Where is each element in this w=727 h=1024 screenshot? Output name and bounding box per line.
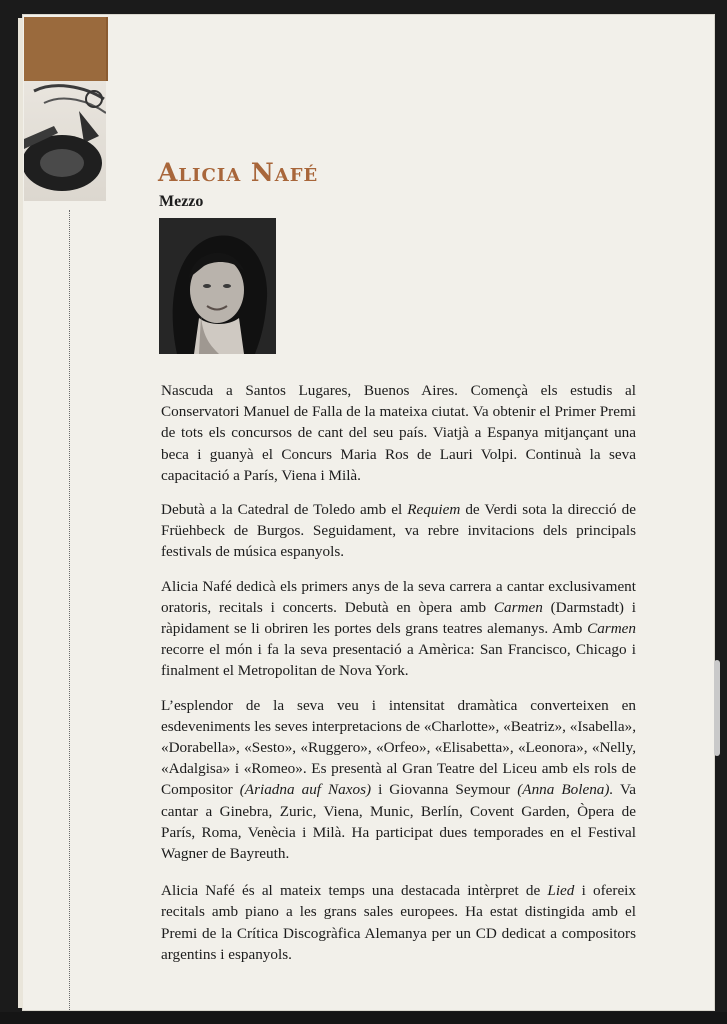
- bio-paragraph-4: L’esplendor de la seva veu i intensitat dramàtica converteixen en esdeveniments les seves interpretacions de «Charlotte», «Beatriz», «Isabella», «Dorabella», «Sesto», «Ruggero», «Orfeo», «Elisabetta», «Leonora», «Nelly, «Adalgisa» i «Romeo». Es presentà al Gran Teatre del Liceu amb els rols de Compositor (Ariadna auf Naxos) i Giovanna Seymour (Anna Bolena). Va cantar a Ginebra, Zuric, Viena, Munic, Berlín, Covent Garden, Òpera de París, Roma, Venècia i Milà. Ha participat dues temporades en el Festival Wagner de Bayreuth.: [161, 696, 637, 863]
- work-title: (Ariadna auf Naxos): [239, 781, 372, 799]
- work-title: Requiem: [407, 501, 461, 519]
- voice-type: Mezzo: [159, 193, 204, 210]
- biography: [161, 380, 636, 978]
- bio-paragraph-3: Alicia Nafé dedicà els primers anys de la seva carrera a cantar exclusivament oratoris, recitals i concerts. Debutà en òpera amb Carmen (Darmstadt) i ràpidament se li obriren les portes dels grans teatres alemanys. Amb Carmen recorre el món i fa la seva presentació a Amèrica: San Francisco, Chicago i finalment el Metropolitan de Nova York.: [161, 577, 636, 680]
- bio-paragraph-2: Debutà a la Catedral de Toledo amb el Requiem de Verdi sota la direcció de Früehbeck de Burgos. Seguidament, va rebre invitacions dels principals festivals de música espanyols.: [161, 501, 636, 561]
- work-title: Carmen: [587, 620, 636, 638]
- bio-paragraph-1: Nascuda a Santos Lugares, Buenos Aires. Començà els estudis al Conservatori Manuel de Falla de la mateixa ciutat. Va obtenir el Primer Premi de tots els concursos de cant del seu país. Viatjà a Espanya mitjançant una beca i guanyà el Concurs Maria Ros de Lauri Volpi. Continuà la seva capacitació a París, Viena i Milà.: [161, 382, 636, 484]
- margin-dotted-rule: [69, 210, 70, 1010]
- artist-name: Alicia Nafé: [158, 158, 319, 187]
- page-edge: [18, 18, 23, 1008]
- work-title: (Anna Bolena).: [517, 781, 614, 799]
- corner-decorative-image: [24, 81, 106, 201]
- scrollbar-thumb[interactable]: [714, 660, 720, 756]
- bottom-bar: [0, 1012, 727, 1024]
- corner-tab: [24, 17, 106, 81]
- work-title: Carmen: [493, 598, 543, 616]
- artist-portrait: [159, 218, 276, 354]
- genre-term: Lied: [547, 882, 575, 900]
- bio-paragraph-5: Alicia Nafé és al mateix temps una destacada intèrpret de Lied i ofereix recitals amb piano a les grans sales europees. Ha estat distingida amb el Premi de la Crítica Discogràfica Alemanya per un CD dedicat a compositors argentins i espanyols.: [161, 882, 636, 963]
